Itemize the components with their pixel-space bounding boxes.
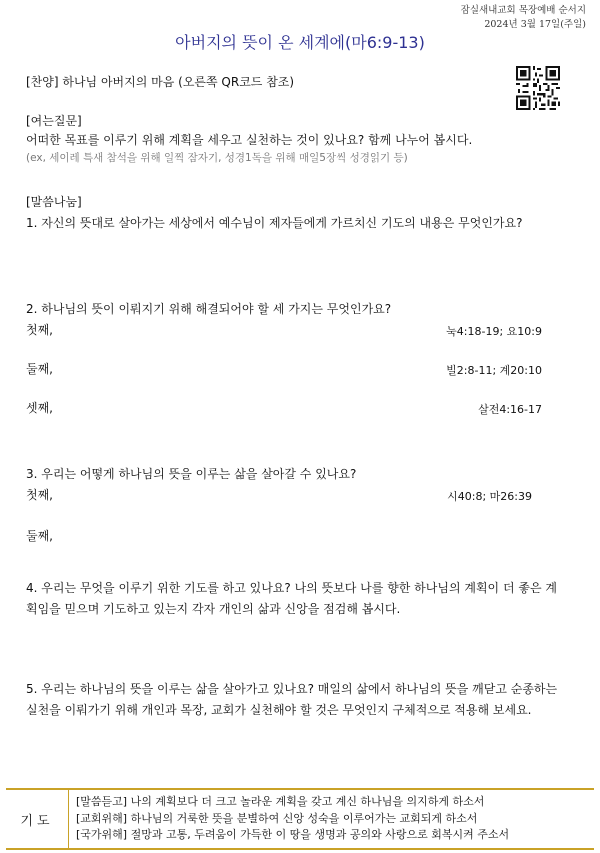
question-2: 2. 하나님의 뜻이 이뤄지기 위해 해결되어야 할 세 가지는 무엇인가요? <box>26 302 392 316</box>
q2-item-1-label: 첫째, <box>26 323 53 337</box>
question-3: 3. 우리는 어떻게 하나님의 뜻을 이루는 삶을 살아갈 수 있나요? <box>26 467 357 481</box>
opening-question: 어떠한 목표를 이루기 위해 계획을 세우고 실천하는 것이 있나요? 함께 나누어 봅시다. <box>26 133 473 147</box>
praise-line: [찬양] 하나님 아버지의 마음 (오른쪽 QR코드 참조) <box>26 75 295 89</box>
q2-item-2-label: 둘째, <box>26 362 53 376</box>
q2-item-3-label: 셋째, <box>26 401 53 415</box>
church-name: 잠실새내교회 목장예배 순서지 <box>460 5 586 16</box>
word-heading: [말씀나눔] <box>26 195 82 209</box>
question-1: 1. 자신의 뜻대로 살아가는 세상에서 예수님이 제자들에게 가르치신 기도의 내용은 무엇인가요? <box>26 216 523 230</box>
question-4: 4. 우리는 무엇을 이루기 위한 기도를 하고 있나요? 나의 뜻보다 나를 향한 하나님의 계획이 더 좋은 계획임을 믿으며 기도하고 있는지 각자 개인의 삶과 신앙을 점검해 봅시다. <box>26 581 557 616</box>
service-date: 2024년 3월 17일(주일) <box>484 19 586 30</box>
q3-item-1-label: 첫째, <box>26 488 53 502</box>
prayer-line-nation: [국가위해] 절망과 고통, 두려움이 가득한 이 땅을 생명과 공의와 사랑으로 회복시켜 주소서 <box>76 828 510 841</box>
prayer-line-church: [교회위해] 하나님의 거룩한 뜻을 분별하여 신앙 성숙을 이루어가는 교회되게 하소서 <box>76 811 478 825</box>
qr-code-icon <box>516 66 560 110</box>
prayer-label: 기도 <box>6 790 69 848</box>
opening-example: (ex, 세이레 특새 참석을 위해 일찍 잠자기, 성경1독을 위해 매일5장씩 성경읽기 등) <box>26 152 408 164</box>
q2-item-2-reference: 빌2:8-11; 계20:10 <box>446 364 542 377</box>
q2-item-1-reference: 눅4:18-19; 요10:9 <box>446 325 542 338</box>
q3-item-1-reference: 시40:8; 마26:39 <box>447 490 532 503</box>
q3-item-2-label: 둘째, <box>26 529 53 543</box>
prayer-box <box>6 788 594 850</box>
prayer-lines <box>76 794 509 844</box>
opening-heading: [여는질문] <box>26 114 82 128</box>
document-header <box>461 4 586 32</box>
prayer-line-word: [말씀듣고] 나의 계획보다 더 크고 놀라운 계획을 갖고 계신 하나님을 의지하게 하소서 <box>76 795 485 808</box>
page-title: 아버지의 뜻이 온 세계에(마6:9-13) <box>175 33 425 52</box>
question-5: 5. 우리는 하나님의 뜻을 이루는 삶을 살아가고 있나요? 매일의 삶에서 하나님의 뜻을 깨닫고 순종하는 실천을 이뤄가기 위해 개인과 목장, 교회가 실천해야 할 것은 무엇인지 구체적으로 적용해 보세요. <box>26 682 558 717</box>
q2-item-3-reference: 살전4:16-17 <box>478 403 542 416</box>
